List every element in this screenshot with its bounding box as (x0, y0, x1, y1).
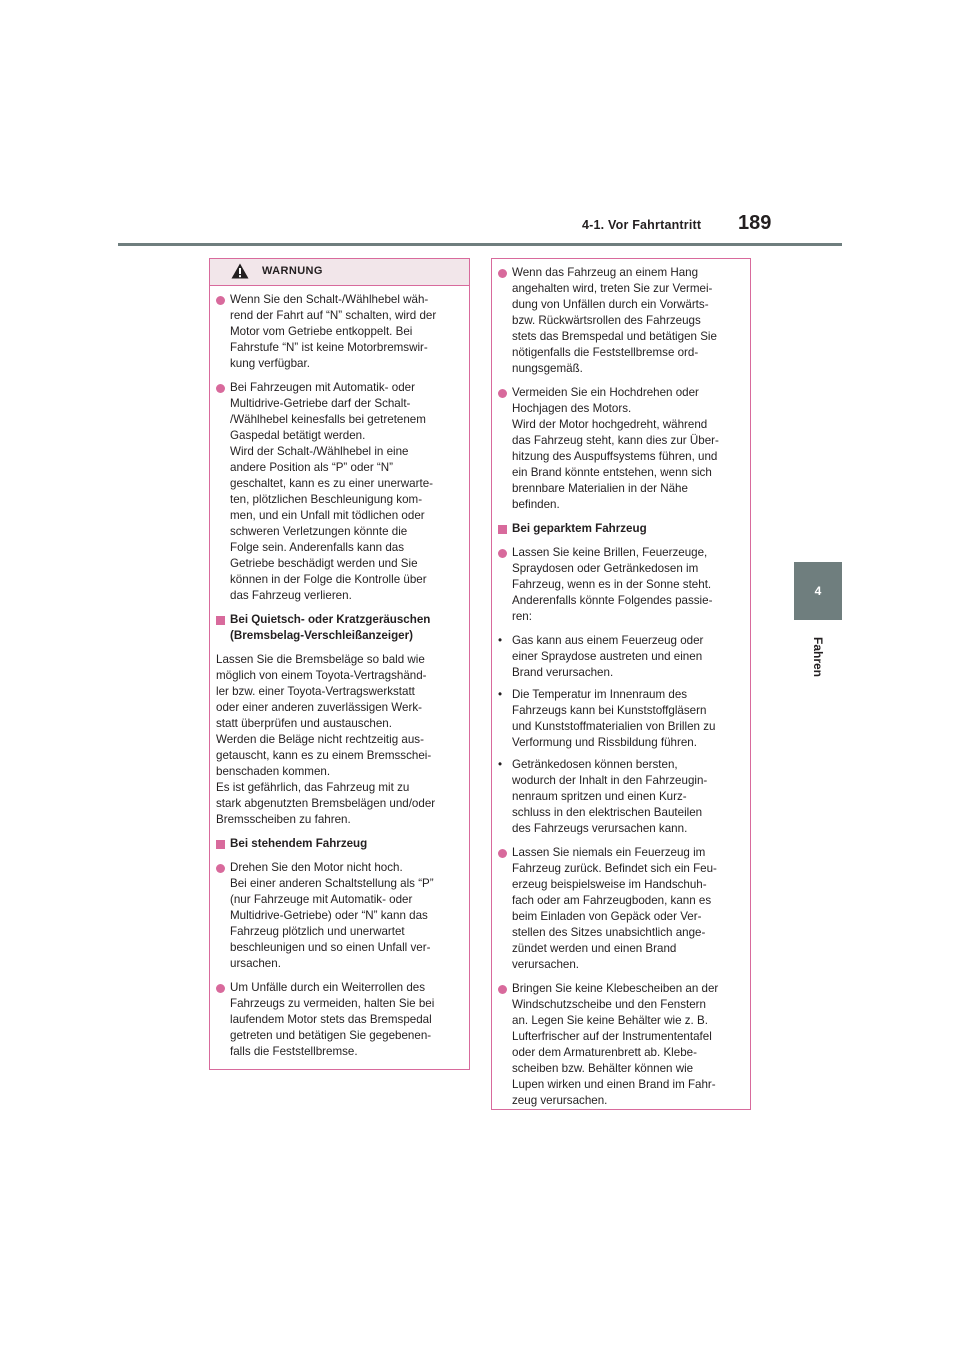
chapter-tab (794, 562, 842, 620)
paragraph: Lassen Sie die Bremsbeläge so bald wie möglich von einem Toyota-Vertragshänd- ler bzw. einer Toyota-Vertragswerkstatt oder einer anderen zuverlässigen Werk- statt überprüfen und austauschen. Werden die Beläge nicht rechtzeitig aus- getauscht, kann es zu einem Bremsschei- benschaden kommen. Es ist gefährlich, das Fahrzeug mit zu stark abgenutzten Bremsbelägen und/oder Bremsscheiben zu fahren. (216, 653, 436, 826)
warning-content-left (210, 286, 469, 1060)
warning-box-left (209, 258, 470, 1070)
subheading-text: Bei stehendem Fahrzeug (230, 837, 368, 850)
warning-triangle-icon (231, 263, 249, 279)
bullet-mark-icon: • (498, 758, 503, 771)
item-text: Wenn das Fahrzeug an einem Hang angehalten wird, treten Sie zur Vermei- dung von Unfällen durch ein Vorwärts- bzw. Rückwärtsrollen des Fahrzeugs stets das Bremspedal und betätigen Sie nötigenfalls die Feststellbremse ord- nungsgemäß. (512, 266, 717, 375)
item-text: Lassen Sie niemals ein Feuerzeug im Fahrzeug zurück. Befindet sich ein Feu- erzeug beispielsweise im Handschuh- fach oder am Fahrzeugboden, kann es beim Einladen von Gepäck oder Ver- stellen des Sitzes unabsichtlich ange- zündet werden und einen Brand verursachen. (512, 846, 717, 971)
bullet-square-icon (216, 840, 225, 849)
subheading (216, 836, 460, 852)
bullet-dot-icon (216, 984, 225, 993)
item-text: Vermeiden Sie ein Hochdrehen oder Hochjagen des Motors. Wird der Motor hochgedreht, während das Fahrzeug steht, kann dies zur Über- hitzung des Auspuffsystems führen, und ein Brand könnte entstehen, wenn sich brennbare Materialien in der Nähe befinden. (512, 386, 719, 511)
header-rule (118, 243, 842, 246)
bullet-dot-icon (216, 864, 225, 873)
item-text: Um Unfälle durch ein Weiterrollen des Fahrzeugs zu vermeiden, halten Sie bei laufendem Motor stets das Bremspedal getreten und betätigen Sie gegebenen- falls die Feststellbremse. (230, 981, 435, 1058)
bullet-dot-icon (498, 985, 507, 994)
bullet-dot-icon (498, 849, 507, 858)
bullet-dot-icon (216, 384, 225, 393)
chapter-number: 4 (814, 584, 822, 598)
warning-title: WARNUNG (262, 265, 323, 277)
warning-header (210, 259, 469, 286)
list-item (498, 981, 741, 1109)
bullet-square-icon (498, 525, 507, 534)
item-text: Drehen Sie den Motor nicht hoch. Bei einer anderen Schaltstellung als “P” (nur Fahrzeuge mit Automatik- oder Multidrive-Getriebe) oder “N” kann das Fahrzeug plötzlich und unerwartet beschleunigen und so einen Unfall ver- ursachen. (230, 861, 434, 970)
page-header (0, 0, 960, 250)
list-item (216, 292, 460, 372)
chapter-label: Fahren (811, 636, 825, 677)
subheading-text: Bei geparktem Fahrzeug (512, 522, 647, 535)
bullet-dot-icon (498, 389, 507, 398)
subheading-text: Bei Quietsch- oder Kratzgeräuschen (Bremsbelag-Verschleißanzeiger) (230, 613, 431, 642)
bullet-mark-icon: • (498, 634, 503, 647)
list-item (216, 980, 460, 1060)
list-item (498, 265, 741, 377)
list-item (216, 860, 460, 972)
sub-list-item (498, 633, 741, 681)
warning-content-right (492, 259, 750, 1109)
page-number: 189 (738, 212, 772, 234)
bullet-dot-icon (216, 296, 225, 305)
chapter-label-wrap (810, 632, 826, 682)
list-item (216, 380, 460, 604)
sub-list-item (498, 757, 741, 837)
subheading (498, 521, 741, 537)
bullet-mark-icon: • (498, 688, 503, 701)
item-text: Wenn Sie den Schalt-/Wählhebel wäh- rend der Fahrt auf “N” schalten, wird der Motor vom Getriebe entkoppelt. Bei Fahrstufe “N” ist keine Motorbremswir- kung verfügbar. (230, 293, 437, 370)
list-item (498, 385, 741, 513)
section-title: 4-1. Vor Fahrtantritt (582, 218, 702, 232)
sub-item-text: Gas kann aus einem Feuerzeug oder einer Spraydose austreten und einen Brand verursachen. (512, 634, 704, 679)
bullet-dot-icon (498, 549, 507, 558)
item-text: Bringen Sie keine Klebescheiben an der Windschutzscheibe und den Fenstern an. Legen Sie keine Behälter wie z. B. Lufterfrischer auf der Instrumententafel oder dem Armaturenbrett ab. Klebe- scheiben bzw. Behälter können wie Lupen wirken und einen Brand im Fahr- zeug verursachen. (512, 982, 719, 1107)
list-item (498, 845, 741, 973)
subheading (216, 612, 460, 644)
sub-list-item (498, 687, 741, 751)
bullet-dot-icon (498, 269, 507, 278)
bullet-square-icon (216, 616, 225, 625)
warning-box-right (491, 258, 751, 1110)
item-text: Bei Fahrzeugen mit Automatik- oder Multidrive-Getriebe darf der Schalt- /Wählhebel keinesfalls bei getretenem Gaspedal betätigt werden. Wird der Schalt-/Wählhebel in eine andere Position als “P” oder “N” geschaltet, kann es zu einer unerwarte- ten, plötzlichen Beschleunigung kom- men, und ein Unfall mit tödlichen oder schweren Verletzungen könnte die Folge sein. Anderenfalls kann das Getriebe beschädigt werden und Sie können in der Folge die Kontrolle über das Fahrzeug verlieren. (230, 381, 434, 602)
sub-item-text: Getränkedosen können bersten, wodurch der Inhalt in den Fahrzeugin- nenraum spritzen und einen Kurz- schluss in den elektrischen Bauteilen des Fahrzeugs verursachen kann. (512, 758, 708, 835)
list-item (498, 545, 741, 625)
sub-item-text: Die Temperatur im Innenraum des Fahrzeugs kann bei Kunststoffgläsern und Kunststoffmaterialien von Brillen zu Verformung und Rissbildung führen. (512, 688, 716, 749)
item-text: Lassen Sie keine Brillen, Feuerzeuge, Spraydosen oder Getränkedosen im Fahrzeug, wenn es in der Sonne steht. Anderenfalls könnte Folgendes passie- ren: (512, 546, 713, 623)
